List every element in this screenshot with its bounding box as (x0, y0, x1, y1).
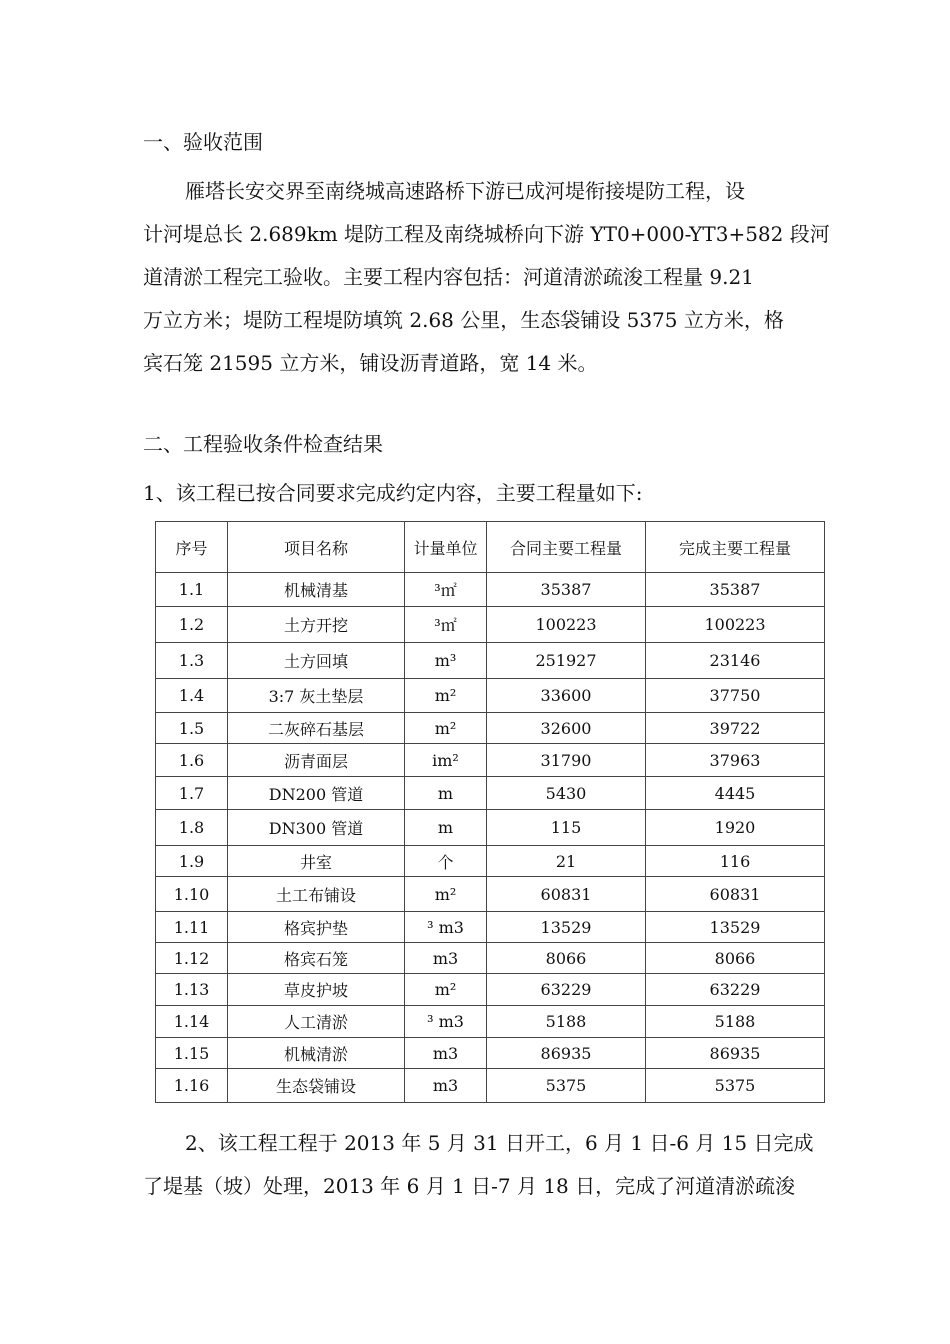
cell-no: 1.14 (156, 1006, 228, 1038)
cell-contract: 21 (487, 846, 646, 877)
header-completed-qty: 完成主要工程量 (646, 522, 825, 573)
cell-no: 1.5 (156, 713, 228, 744)
cell-unit: m³ (405, 643, 487, 679)
paragraph-line: 道清淤工程完工验收。主要工程内容包括：河道清淤疏浚工程量 9.21 (143, 265, 754, 289)
cell-no: 1.6 (156, 744, 228, 777)
cell-name: 生态袋铺设 (228, 1069, 405, 1103)
cell-done: 8066 (646, 943, 825, 974)
cell-name: 沥青面层 (228, 744, 405, 777)
cell-contract: 115 (487, 810, 646, 846)
paragraph-line: 了堤基（坡）处理，2013 年 6 月 1 日-7 月 18 日，完成了河道清淤疏浚 (143, 1174, 796, 1198)
cell-no: 1.12 (156, 943, 228, 974)
table-row (156, 744, 825, 777)
section-heading-inspection-results: 二、工程验收条件检查结果 (143, 432, 383, 456)
cell-name: DN200 管道 (228, 777, 405, 810)
cell-done: 5375 (646, 1069, 825, 1103)
cell-unit: ³ m3 (405, 912, 487, 943)
header-item-name: 项目名称 (228, 522, 405, 573)
cell-unit: m3 (405, 1038, 487, 1069)
item-1-text: 1、该工程已按合同要求完成约定内容，主要工程量如下: (143, 481, 643, 505)
cell-no: 1.8 (156, 810, 228, 846)
cell-unit: ³㎡ (405, 573, 487, 607)
table-row (156, 810, 825, 846)
cell-no: 1.2 (156, 607, 228, 643)
cell-name: 草皮护坡 (228, 974, 405, 1006)
cell-contract: 5375 (487, 1069, 646, 1103)
cell-name: 土方开挖 (228, 607, 405, 643)
cell-no: 1.10 (156, 877, 228, 912)
cell-contract: 31790 (487, 744, 646, 777)
table-row (156, 974, 825, 1006)
cell-done: 86935 (646, 1038, 825, 1069)
cell-done: 37750 (646, 679, 825, 713)
cell-no: 1.3 (156, 643, 228, 679)
cell-contract: 100223 (487, 607, 646, 643)
cell-done: 13529 (646, 912, 825, 943)
cell-no: 1.11 (156, 912, 228, 943)
cell-name: 二灰碎石基层 (228, 713, 405, 744)
cell-contract: 251927 (487, 643, 646, 679)
cell-no: 1.1 (156, 573, 228, 607)
cell-unit: ³㎡ (405, 607, 487, 643)
table-row (156, 846, 825, 877)
cell-done: 4445 (646, 777, 825, 810)
table-row (156, 573, 825, 607)
cell-done: 63229 (646, 974, 825, 1006)
header-unit: 计量单位 (405, 522, 487, 573)
cell-no: 1.7 (156, 777, 228, 810)
table-row (156, 607, 825, 643)
table-row (156, 679, 825, 713)
cell-unit: m (405, 777, 487, 810)
paragraph-line: 计河堤总长 2.689km 堤防工程及南绕城桥向下游 YT0+000-YT3+582 段河 (143, 222, 830, 246)
cell-done: 23146 (646, 643, 825, 679)
cell-name: DN300 管道 (228, 810, 405, 846)
cell-no: 1.4 (156, 679, 228, 713)
header-no: 序号 (156, 522, 228, 573)
cell-name: 格宾石笼 (228, 943, 405, 974)
cell-unit: m3 (405, 943, 487, 974)
cell-no: 1.13 (156, 974, 228, 1006)
section-heading-acceptance-scope: 一、验收范围 (143, 130, 263, 154)
cell-done: 35387 (646, 573, 825, 607)
table-row (156, 713, 825, 744)
cell-unit: m3 (405, 1069, 487, 1103)
cell-contract: 5188 (487, 1006, 646, 1038)
paragraph-line: 2、该工程工程于 2013 年 5 月 31 日开工，6 月 1 日-6 月 15 日完成 (185, 1131, 814, 1155)
cell-unit: 个 (405, 846, 487, 877)
cell-done: 39722 (646, 713, 825, 744)
cell-contract: 13529 (487, 912, 646, 943)
cell-no: 1.16 (156, 1069, 228, 1103)
cell-name: 井室 (228, 846, 405, 877)
cell-unit: ³ m3 (405, 1006, 487, 1038)
table-row (156, 912, 825, 943)
table-row (156, 777, 825, 810)
cell-unit: m² (405, 679, 487, 713)
cell-done: 116 (646, 846, 825, 877)
cell-name: 土方回填 (228, 643, 405, 679)
cell-unit: m² (405, 713, 487, 744)
cell-unit: m (405, 810, 487, 846)
paragraph-line: 宾石笼 21595 立方米，铺设沥青道路，宽 14 米。 (143, 351, 598, 375)
item-2-paragraph (143, 1122, 843, 1208)
cell-contract: 35387 (487, 573, 646, 607)
cell-name: 格宾护垫 (228, 912, 405, 943)
cell-name: 人工清淤 (228, 1006, 405, 1038)
cell-name: 机械清淤 (228, 1038, 405, 1069)
cell-done: 5188 (646, 1006, 825, 1038)
scope-paragraph (143, 170, 843, 385)
cell-contract: 33600 (487, 679, 646, 713)
table-row (156, 643, 825, 679)
table-body (156, 573, 825, 1103)
cell-contract: 8066 (487, 943, 646, 974)
table-row (156, 877, 825, 912)
cell-unit: m² (405, 974, 487, 1006)
cell-contract: 60831 (487, 877, 646, 912)
cell-done: 1920 (646, 810, 825, 846)
cell-contract: 63229 (487, 974, 646, 1006)
cell-done: 100223 (646, 607, 825, 643)
cell-done: 60831 (646, 877, 825, 912)
cell-unit: im² (405, 744, 487, 777)
table-row (156, 1006, 825, 1038)
cell-unit: m² (405, 877, 487, 912)
cell-name: 机械清基 (228, 573, 405, 607)
quantities-table (155, 521, 825, 1103)
cell-name: 土工布铺设 (228, 877, 405, 912)
cell-done: 37963 (646, 744, 825, 777)
cell-contract: 86935 (487, 1038, 646, 1069)
table-row (156, 1038, 825, 1069)
table-row (156, 1069, 825, 1103)
cell-contract: 32600 (487, 713, 646, 744)
header-contract-qty: 合同主要工程量 (487, 522, 646, 573)
cell-no: 1.9 (156, 846, 228, 877)
cell-contract: 5430 (487, 777, 646, 810)
paragraph-line: 万立方米；堤防工程堤防填筑 2.68 公里，生态袋铺设 5375 立方米，格 (143, 308, 784, 332)
cell-no: 1.15 (156, 1038, 228, 1069)
cell-name: 3:7 灰土垫层 (228, 679, 405, 713)
paragraph-line: 雁塔长安交界至南绕城高速路桥下游已成河堤衔接堤防工程，设 (185, 179, 745, 203)
table-header-row (156, 522, 825, 573)
table-row (156, 943, 825, 974)
